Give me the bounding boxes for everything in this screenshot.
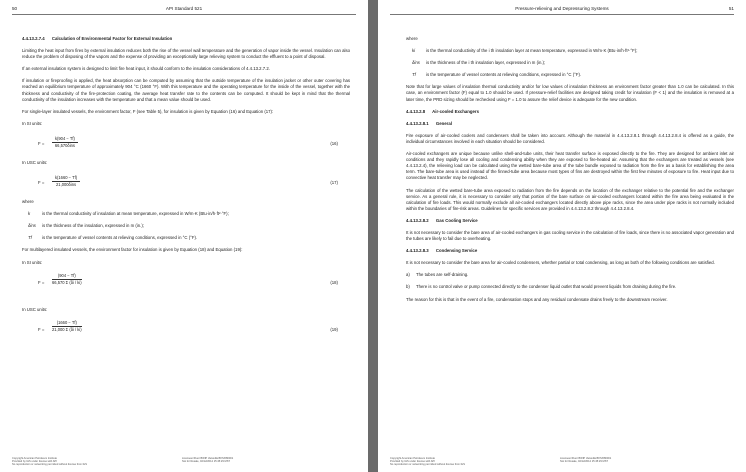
symbol: Tf [28,235,32,241]
equation-number: (18) [330,279,338,285]
paragraph: It is not necessary to consider the bare area of air-cooled exchangers in gas cooling service in the calculation of fire loads, since there is no associated vapor generation and the tubes are likely to fail due to overheating. [406,229,734,242]
equation-19 [22,319,350,349]
equation-fraction [52,175,80,188]
paragraph: Fire exposure of air-cooled coolers and condensers shall be taken into account. Although the material in 4.4.13.2.8.1 through 4.4.13.2.8.4 is offered as a guide, the individual circumstances involved in each situation should be considered. [406,132,734,144]
where-label: where [22,199,34,205]
paragraph: The calculation of the wetted bare-tube area exposed to radiation from the fire depends on the location of the exchanger relative to the potential fire and the exchanger service. As a general rule, it is necessary to consider only that portion of the bare surface on air-cooled exchangers located within the fire area being evaluated in the calculation of fire loads. This would normally exclude all air-cooled exchangers located directly above pipe racks, since the area under pipe racks is not normally included within the boundaries of fire-risk areas. Guidelines for specific services are provided in 4.4.13.2.8.2 through 4.4.13.2.8.4. [406,187,734,211]
equation-fraction [52,273,82,286]
note-paragraph: Note that for large values of insulation thermal conductivity and/or for low values of insulation thickness an environment factor greater than 1.0 can be calculated. In this case, an environment factor (F) equal to 1.0 should be used. If pressure-relief facilities are designed taking credit for insulation (F < 1) and the insulation is removed at a later time, the PRD sizing should be rechecked using F = 1.0 to assure the relief device is adequate for the new condition. [406,84,734,102]
footer-license [182,457,233,463]
footer-line: Provided by IHS under license with API [390,460,435,463]
equation-18 [22,272,350,302]
definition-item [22,211,350,217]
section-heading [406,109,734,115]
footer-line: Licensee=Fluor BWIP Vacaville/5972080001 [182,457,234,460]
list-item [406,272,734,278]
section-title: Condensing Service [435,248,478,254]
paragraph: If an external insulation system is designed to limit fire heat input, it should conform to the insulation considerations of 4.4.13.2.7.2. [22,66,270,72]
definition-text: is the thickness of the insulation, expressed in m (in.); [42,223,144,229]
subsection-heading [406,121,734,127]
footer-line: Provided by IHS under license with API [12,460,57,463]
definition-item [406,72,734,78]
page-footer [390,457,734,467]
definition-text: is the thermal conductivity of insulation at mean temperature, expressed in W/m·K (Btu·in/h·ft²·°F); [42,211,229,217]
variable-definitions [22,211,350,241]
equation-fraction [52,320,82,333]
variable-definitions [406,48,734,78]
paragraph: The reason for this is that in the event of a fire, condensation stops and any residual condensate drains freely to the downstream receiver. [406,296,668,302]
footer-license [560,457,611,463]
running-title: API Standard 521 [165,6,203,11]
symbol: ki [412,48,416,54]
page-number: 51 [728,6,734,11]
paragraph: Air-cooled exchangers are unique because unlike shell-and-tube units, their heat transfer surface is exposed directly to the fire. They are designed for ambient inlet air conditions and they rapidly lose all cooling and condensing ability when they are exposed to fire-heated air. Assuming that the exchangers are treated as vessels (see 4.4.13.2.4), the relieving load can be calculated using the wetted bare-tube area of the tube bundle exposed to radiation from the fire as a basis for establishing the area term. The bare-tube area is used instead of the finned-tube area because most types of fins are destroyed within the first few minutes of exposure to fire. Heat input due to convective heat transfer may be neglected. [406,151,734,181]
definition-item [22,235,350,241]
definition-item [22,223,350,229]
denominator: 66,570δins [54,142,75,148]
list-text: There is no control valve or pump connected directly to the condenser liquid outlet that would prevent liquids from draining during the fire. [416,284,677,290]
list-text: The tubes are self-draining. [416,272,469,278]
denominator: 21,000 Σ (δi / ki) [52,326,82,332]
definition-text: is the thermal conductivity of the i th insulation layer at mean temperature, expressed in W/m·K (Btu·in/h·ft²·°F); [426,48,638,54]
footer-line: No reproduction or networking permitted without license from IHS [12,463,87,466]
units-label: In SI units: [22,259,43,265]
definition-text: is the temperature of vessel contents at relieving conditions, expressed in °C (°F). [426,72,582,78]
section-number: 4.4.13.2.8 [406,108,426,114]
where-label: where [406,36,418,41]
section-number: 4.4.13.2.8.2 [406,217,429,223]
header-rule [390,14,734,15]
right-page [378,0,746,472]
symbol: k [28,211,31,217]
section-number: 4.4.13.2.8.3 [406,248,429,254]
units-label: In USC units: [22,159,48,165]
paragraph: For multilayered insulated vessels, the environment factor for insulation is given by Equation (18) and Equation (19): [22,247,243,253]
footer-line: Not for Resale, 02/12/2014 15:45:29 MST [560,460,609,463]
equation-16 [22,133,350,155]
left-page [0,0,368,472]
footer-line: Not for Resale, 02/12/2014 15:45:29 MST [182,460,231,463]
header-rule [12,14,356,15]
page-number: 50 [12,6,18,11]
symbol: Tf [412,72,416,78]
symbol: δins [412,60,420,66]
paragraph: For single-layer insulated vessels, the environment factor, F (see Table 5), for insulation is given by Equation (16) and Equation (17): [22,108,274,114]
subsection-heading [406,248,734,254]
section-number: 4.4.13.2.7.4 [22,36,45,41]
equation-lhs: F = [38,326,45,332]
equation-number: (19) [330,326,338,332]
equation-17 [22,172,350,194]
page-body [22,36,350,354]
subsection-heading [406,218,734,224]
paragraph: Limiting the heat input from fires by external insulation reduces both the rise of the vessel wall temperature and the generation of vapor inside the vessel. Insulation can also reduce the problem of disposing of the vapors and the expense of providing an exceptionally large relieving system to conduct the effluent to a point of disposal. [22,48,350,60]
definition-item [406,60,734,66]
footer-line: Licensee=Fluor BWIP Vacaville/5972080001 [560,457,612,460]
symbol: δins [28,223,36,229]
footer-line: Copyright American Petroleum Institute [390,457,435,460]
paragraph: It is not necessary to consider the bare area for air-cooled condensers, whether partial or total condensing, as long as both of the following conditions are satisfied. [406,260,715,266]
units-label: In SI units: [22,120,43,126]
footer-line: No reproduction or networking permitted without license from IHS [390,463,465,466]
list-marker: a) [406,272,410,278]
units-label: In USC units: [22,306,48,312]
equation-fraction [52,136,78,149]
section-title: Air-cooled Exchangers [432,108,479,114]
footer-line: Copyright American Petroleum Institute [12,457,57,460]
definition-text: is the temperature of vessel contents at relieving conditions, expressed in °C (°F). [42,235,198,241]
equation-lhs: F = [38,140,45,146]
page-footer [12,457,356,467]
running-title: Pressure-relieving and Depressuring Systems [515,6,609,11]
section-title: General [435,120,452,126]
equation-number: (17) [330,180,338,186]
footer-copyright [12,457,87,466]
equation-number: (16) [330,140,338,146]
numerator: (904 − Tf) [52,273,82,280]
paragraph: If insulation or fireproofing is applied, the heat absorption can be computed by assuming that the outside temperature of the insulation jacket or other outer covering has reached an equilibrium temperature of approximately 904 °C (1660 °F). With this temperature and the operating temperature for the inside of the vessel, together with the thickness and conductivity of the fire-protection coating, the average heat transfer rate to the contents can be computed. It should be kept in mind that the thermal conductivity of the insulation increases with the temperature and that a mean value should be used. [22,78,350,102]
denominator: 66,570 Σ (δi / ki) [52,279,82,285]
list-item [406,284,734,290]
list-marker: b) [406,284,410,290]
numerator: k(904 − Tf) [52,136,78,143]
section-number: 4.4.13.2.8.1 [406,120,429,126]
page-body [406,36,734,309]
definition-text: is the thickness of the i th insulation layer, expressed in m (in.); [426,60,546,66]
numerator: (1660 − Tf) [52,320,82,327]
section-heading [22,36,350,42]
definition-item [406,48,734,54]
equation-lhs: F = [38,180,45,186]
footer-copyright [390,457,465,466]
section-title: Gas Cooling Service [435,217,478,223]
numerator: k(1660 − Tf) [52,175,80,182]
section-title: Calculation of Environmental Factor for External Insulation [51,36,173,41]
denominator: 21,000δins [56,182,77,188]
equation-lhs: F = [38,279,45,285]
